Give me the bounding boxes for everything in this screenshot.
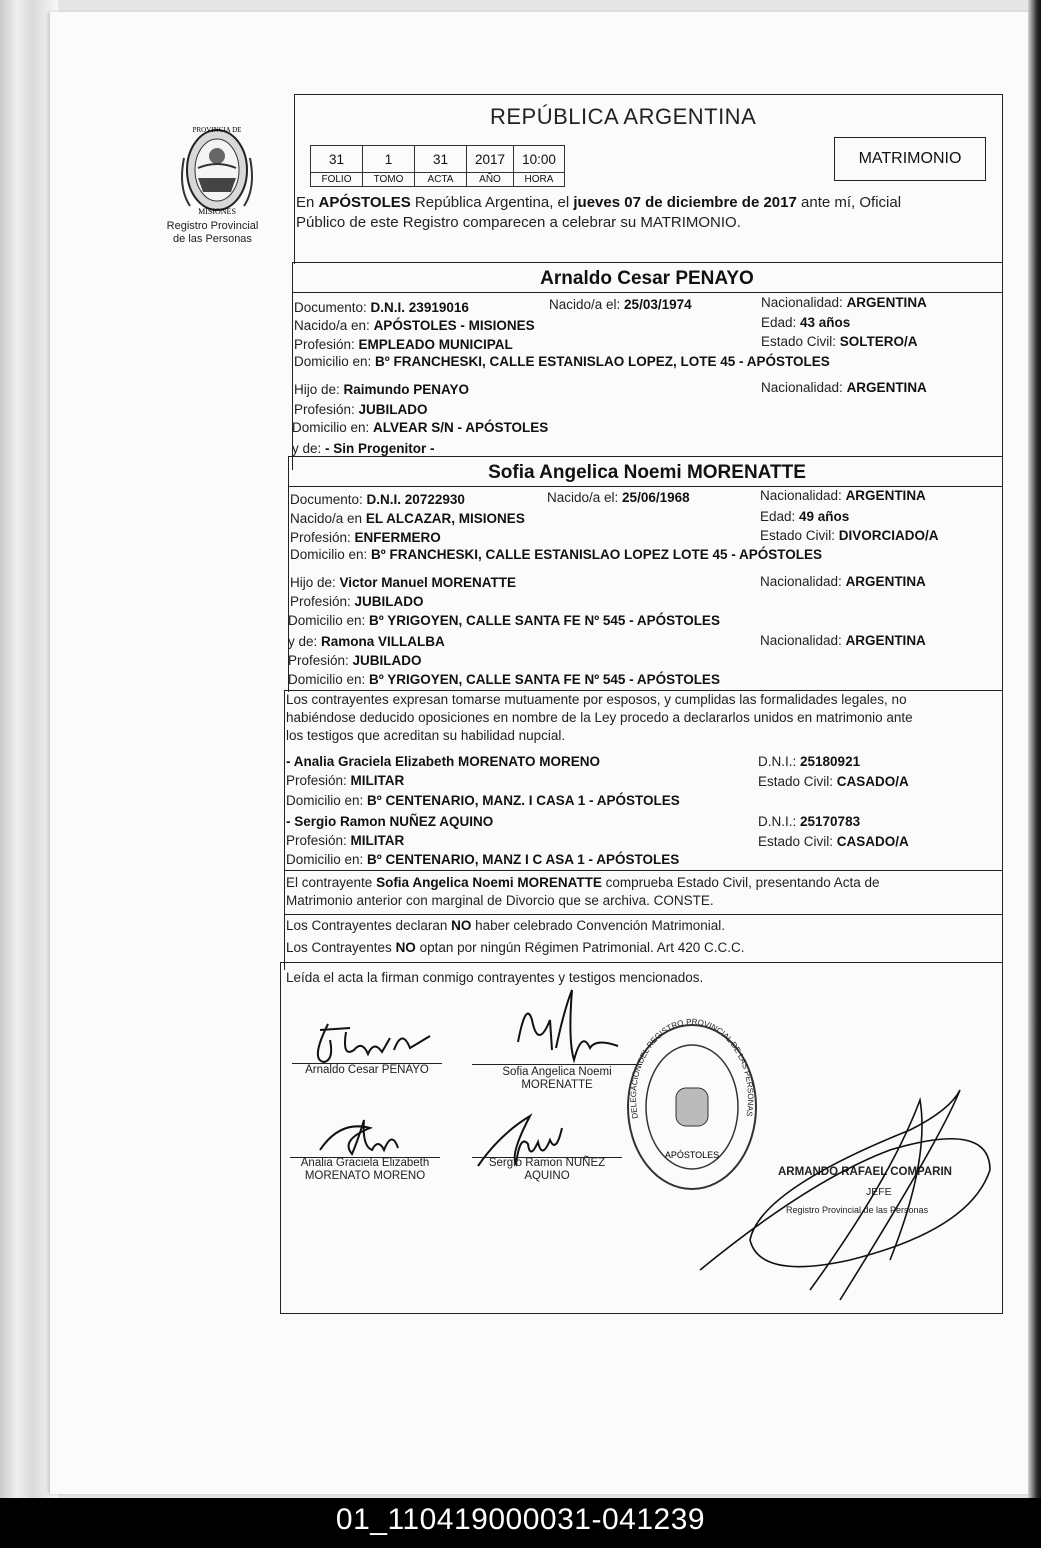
witness1-address: Domicilio en: Bº CENTENARIO, MANZ. I CASA 1 - APÓSTOLES bbox=[286, 793, 680, 808]
bride-mother-address: Domicilio en: Bº YRIGOYEN, CALLE SANTA FE Nº 545 - APÓSTOLES bbox=[288, 672, 720, 687]
bride-mother-profession: Profesión: JUBILADO bbox=[288, 653, 422, 668]
bride-civil-status: Estado Civil: DIVORCIADO/A bbox=[760, 528, 939, 543]
intro-line1: En APÓSTOLES República Argentina, el jueves 07 de diciembre de 2017 ante mí, Oficial bbox=[296, 194, 902, 211]
registry-label-line2: de las Personas bbox=[173, 233, 252, 245]
bride-nationality: Nacionalidad: ARGENTINA bbox=[760, 488, 926, 503]
page-edge-shadow bbox=[1028, 0, 1041, 1498]
bride-father-profession: Profesión: JUBILADO bbox=[290, 594, 424, 609]
bride-birthplace: Nacido/a en EL ALCAZAR, MISIONES bbox=[290, 511, 525, 526]
divider-closing bbox=[280, 962, 1003, 963]
seal-top-text: PROVINCIA DE bbox=[192, 126, 242, 134]
groom-father-profession: Profesión: JUBILADO bbox=[294, 402, 428, 417]
groom-age: Edad: 43 años bbox=[761, 315, 851, 330]
witness2-civil-status: Estado Civil: CASADO/A bbox=[758, 834, 909, 849]
intro-city: APÓSTOLES bbox=[318, 194, 411, 211]
groom-signature-label: Arnaldo Cesar PENAYO bbox=[305, 1064, 429, 1076]
witness2-dni: D.N.I.: 25170783 bbox=[758, 814, 861, 829]
witness1-signature-label: Analia Graciela Elizabeth MORENATO MORENO bbox=[300, 1157, 430, 1182]
hora-value: 10:00 bbox=[514, 146, 565, 173]
witness1-civil-status: Estado Civil: CASADO/A bbox=[758, 774, 909, 789]
divider-convention bbox=[284, 914, 1003, 915]
divider-groom-name bbox=[292, 292, 1003, 293]
official-name: ARMANDO RAFAEL COMPARIN bbox=[778, 1166, 952, 1178]
bride-father-address: Domicilio en: Bº YRIGOYEN, CALLE SANTA FE Nº 545 - APÓSTOLES bbox=[288, 613, 720, 628]
record-reference-table bbox=[310, 145, 565, 187]
declaration-line1: Los contrayentes expresan tomarse mutuamente por esposos, y cumplidas las formalidades legales, no bbox=[286, 692, 907, 707]
bride-mother-nationality: Nacionalidad: ARGENTINA bbox=[760, 633, 926, 648]
border-left-groom bbox=[292, 262, 293, 470]
witness1-dni: D.N.I.: 25180921 bbox=[758, 754, 861, 769]
groom-name: Arnaldo Cesar PENAYO bbox=[540, 268, 754, 289]
groom-birthdate: Nacido/a el: 25/03/1974 bbox=[549, 297, 692, 312]
anio-label: AÑO bbox=[467, 173, 514, 187]
groom-profession: Profesión: EMPLEADO MUNICIPAL bbox=[294, 337, 513, 352]
official-role: JEFE bbox=[866, 1186, 892, 1198]
declaration-line3: los testigos que acreditan su habilidad nupcial. bbox=[286, 728, 566, 743]
border-left-bottom bbox=[280, 962, 281, 1314]
divider-bride-top bbox=[288, 456, 1003, 457]
groom-document: Documento: D.N.I. 23919016 bbox=[294, 300, 469, 315]
official-dept: Registro Provincial de las Personas bbox=[786, 1205, 929, 1215]
groom-signature-icon bbox=[290, 1010, 450, 1070]
border-left-lower bbox=[284, 690, 285, 970]
divider-civil-note bbox=[284, 870, 1003, 871]
civil-note-line1: El contrayente Sofia Angelica Noemi MORENATTE comprueba Estado Civil, presentando Acta de bbox=[286, 875, 880, 890]
witness2-profession: Profesión: MILITAR bbox=[286, 833, 405, 848]
intro-date: jueves 07 de diciembre de 2017 bbox=[573, 194, 797, 211]
tomo-value: 1 bbox=[363, 146, 415, 173]
groom-nationality: Nacionalidad: ARGENTINA bbox=[761, 295, 927, 310]
groom-civil-status: Estado Civil: SOLTERO/A bbox=[761, 334, 918, 349]
declaration-line2: habiéndose deducido oposiciones en nombre de la Ley procedo a declararlos unidos en matrimonio ante bbox=[286, 710, 913, 725]
witness2-address: Domicilio en: Bº CENTENARIO, MANZ I C ASA 1 - APÓSTOLES bbox=[286, 852, 680, 867]
document-title: REPÚBLICA ARGENTINA bbox=[490, 104, 757, 129]
closing-line: Leída el acta la firman conmigo contrayentes y testigos mencionados. bbox=[286, 970, 704, 985]
registry-label-line1: Registro Provincial bbox=[166, 220, 259, 232]
stamp-ring-text: DELEGACIÓN DEL REGISTRO PROVINCIAL DE LAS PERSONAS bbox=[628, 1017, 756, 1120]
bride-profession: Profesión: ENFERMERO bbox=[290, 530, 441, 545]
stamp-city: APÓSTOLES bbox=[664, 1150, 720, 1160]
groom-father-address: Domicilio en: ALVEAR S/N - APÓSTOLES bbox=[292, 420, 549, 435]
patrimonial-regime-line: Los Contrayentes NO optan por ningún Régimen Patrimonial. Art 420 C.C.C. bbox=[286, 940, 745, 955]
bride-document: Documento: D.N.I. 20722930 bbox=[290, 492, 465, 507]
misiones-seal-icon bbox=[176, 118, 258, 218]
bride-father: Hijo de: Victor Manuel MORENATTE bbox=[290, 575, 517, 590]
groom-address: Domicilio en: Bº FRANCHESKI, CALLE ESTANISLAO LOPEZ, LOTE 45 - APÓSTOLES bbox=[294, 354, 830, 369]
folio-value: 31 bbox=[311, 146, 363, 173]
bride-birthdate: Nacido/a el: 25/06/1968 bbox=[547, 490, 690, 505]
witness1-profession: Profesión: MILITAR bbox=[286, 773, 405, 788]
witness1-signature-icon bbox=[300, 1110, 420, 1160]
groom-father-nationality: Nacionalidad: ARGENTINA bbox=[761, 380, 927, 395]
bride-age: Edad: 49 años bbox=[760, 509, 850, 524]
witness2-name: - Sergio Ramon NUÑEZ AQUINO bbox=[286, 814, 494, 829]
bride-mother: y de: Ramona VILLALBA bbox=[288, 634, 445, 649]
acta-value: 31 bbox=[415, 146, 467, 173]
bride-name: Sofia Angelica Noemi MORENATTE bbox=[488, 462, 806, 483]
intro-line2: Público de este Registro comparecen a celebrar su MATRIMONIO. bbox=[296, 214, 741, 231]
anio-value: 2017 bbox=[467, 146, 514, 173]
divider-declaration bbox=[284, 690, 1003, 691]
hora-label: HORA bbox=[514, 173, 565, 187]
official-signature-icon bbox=[690, 1060, 1020, 1320]
bride-father-nationality: Nacionalidad: ARGENTINA bbox=[760, 574, 926, 589]
divider-groom-top bbox=[292, 262, 1003, 263]
acta-label: ACTA bbox=[415, 173, 467, 187]
bride-address: Domicilio en: Bº FRANCHESKI, CALLE ESTANISLAO LOPEZ LOTE 45 - APÓSTOLES bbox=[290, 547, 822, 562]
convention-line: Los Contrayentes declaran NO haber celebrado Convención Matrimonial. bbox=[286, 918, 725, 933]
groom-birthplace: Nacido/a en: APÓSTOLES - MISIONES bbox=[294, 318, 535, 333]
bride-signature-icon bbox=[490, 990, 620, 1070]
groom-father: Hijo de: Raimundo PENAYO bbox=[294, 382, 470, 397]
seal-bottom-text: MISIONES bbox=[198, 207, 236, 216]
bride-signature-label: Sofia Angelica Noemi MORENATTE bbox=[502, 1066, 612, 1091]
folio-label: FOLIO bbox=[311, 173, 363, 187]
border-top bbox=[294, 94, 1003, 95]
record-type-box: MATRIMONIO bbox=[834, 137, 986, 181]
witness2-signature-label: Sergio Ramon NUÑEZ AQUINO bbox=[488, 1157, 606, 1182]
border-left-top bbox=[294, 94, 295, 264]
registry-label bbox=[150, 220, 275, 246]
divider-bride-name bbox=[288, 486, 1003, 487]
bride-signature-line bbox=[472, 1064, 642, 1065]
footer-code: 01_110419000031-041239 bbox=[0, 1498, 1041, 1548]
civil-note-line2: Matrimonio anterior con marginal de Divorcio que se archiva. CONSTE. bbox=[286, 893, 714, 908]
witness1-name: - Analia Graciela Elizabeth MORENATO MORENO bbox=[286, 754, 601, 769]
groom-mother: y de: - Sin Progenitor - bbox=[292, 441, 435, 456]
tomo-label: TOMO bbox=[363, 173, 415, 187]
